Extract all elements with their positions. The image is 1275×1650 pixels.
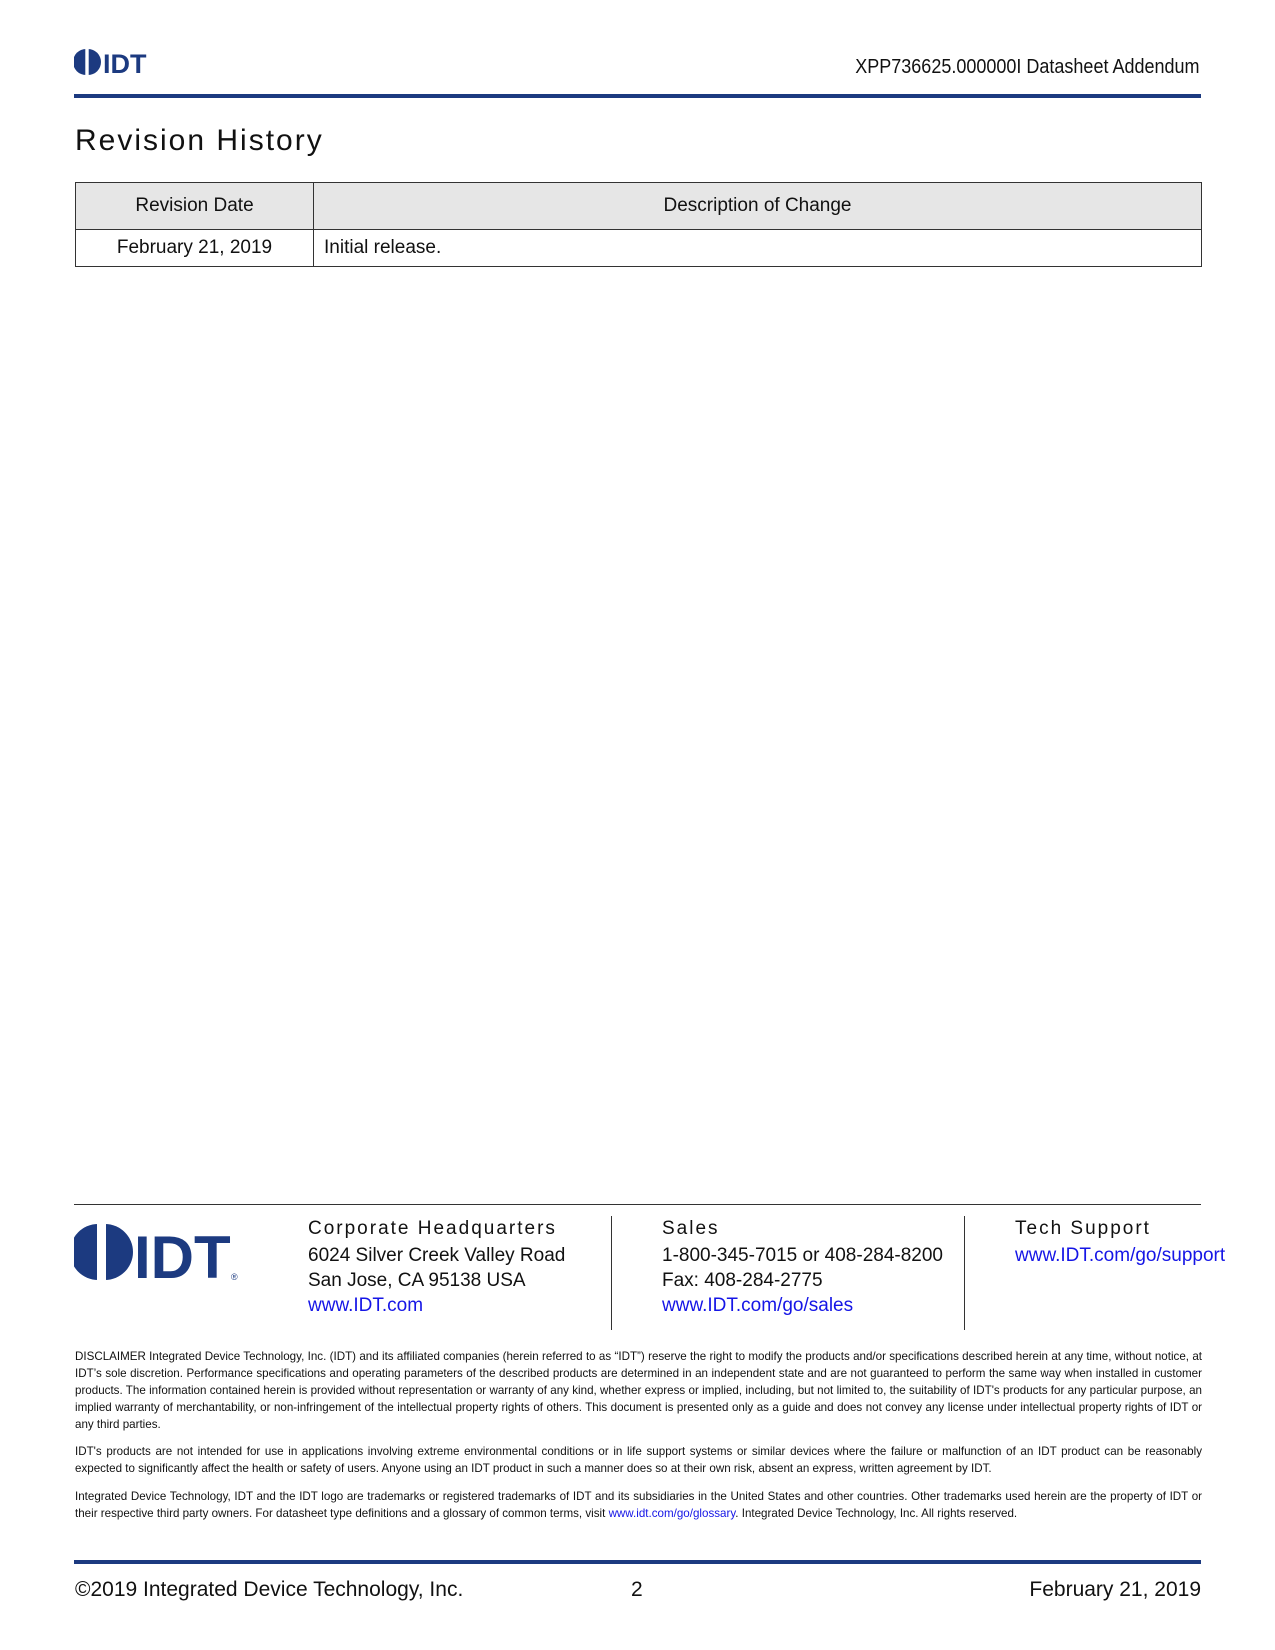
page-number: 2 [631, 1578, 643, 1601]
hq-website-link[interactable]: www.IDT.com [308, 1295, 424, 1316]
column-header-revision-date: Revision Date [76, 183, 314, 230]
hq-address-line2: San Jose, CA 95138 USA [308, 1270, 526, 1291]
tech-support-contact [1015, 1216, 1226, 1268]
hq-address-line1: 6024 Silver Creek Valley Road [308, 1245, 566, 1266]
sales-fax: Fax: 408-284-2775 [662, 1270, 823, 1291]
column-header-description: Description of Change [314, 183, 1202, 230]
idt-logo-large[interactable] [74, 1222, 240, 1282]
corporate-headquarters [308, 1216, 598, 1318]
contact-divider [964, 1216, 965, 1330]
hq-heading: Corporate Headquarters [308, 1218, 557, 1239]
trademark-text: Integrated Device Technology, IDT and the IDT logo are trademarks or registered trademarks of IDT and its subsidiaries in the United States and other countries. Other trademarks used herein are the property of IDT or their respective third party owners. For datasheet type definitions and a glossary of common terms, visit [75, 1490, 1202, 1520]
footer-date: February 21, 2019 [1029, 1578, 1201, 1601]
footer-divider [74, 1560, 1201, 1564]
revision-history-table [75, 182, 1202, 267]
copyright-text: ©2019 Integrated Device Technology, Inc. [75, 1578, 464, 1601]
contact-divider [611, 1216, 612, 1330]
trademark-text-end: . Integrated Device Technology, Inc. All rights reserved. [735, 1507, 1018, 1520]
revision-date-cell: February 21, 2019 [76, 230, 314, 267]
description-cell: Initial release. [314, 230, 1202, 267]
trademark-notice [75, 1488, 1202, 1522]
header-divider [74, 94, 1201, 98]
table-row [76, 230, 1202, 267]
sales-phone: 1-800-345-7015 or 408-284-8200 [662, 1245, 943, 1266]
idt-logo[interactable] [74, 47, 158, 77]
sales-link[interactable]: www.IDT.com/go/sales [662, 1295, 854, 1316]
table-header-row [76, 183, 1202, 230]
support-link[interactable]: www.IDT.com/go/support [1015, 1245, 1226, 1266]
glossary-link[interactable]: www.idt.com/go/glossary [608, 1507, 736, 1520]
svg-text:IDT: IDT [103, 49, 147, 77]
svg-text:®: ® [231, 1272, 238, 1282]
svg-text:IDT: IDT [134, 1224, 231, 1282]
life-support-notice: IDT's products are not intended for use in applications involving extreme environmental conditions or in life support systems or similar devices where the failure or malfunction of an IDT product can be reasonably expected to significantly affect the health or safety of users. Anyone using an IDT product in such a manner does so at their own risk, absent an express, written agreement by IDT. [75, 1445, 1202, 1475]
sales-heading: Sales [662, 1218, 720, 1239]
support-heading: Tech Support [1015, 1218, 1151, 1239]
document-title: XPP736625.000000I Datasheet Addendum [855, 56, 1200, 78]
disclaimer-paragraph: DISCLAIMER Integrated Device Technology, Inc. (IDT) and its affiliated companies (herein referred to as “IDT”) reserve the right to modify the products and/or specifications described herein at any time, without notice, at IDT’s sole discretion. Performance specifications and operating parameters of the described products are determined in an independent state and are not guaranteed to perform the same way when installed in customer products. The information contained herein is provided without representation or warranty of any kind, whether express or implied, including, but not limited to, the suitability of IDT's products for any particular purpose, an implied warranty of merchantability, or non-infringement of the intellectual property rights of others. This document is presented only as a guide and does not convey any license under intellectual property rights of IDT or any third parties. [75, 1350, 1202, 1431]
section-title: Revision History [75, 124, 324, 157]
sales-contact [662, 1216, 952, 1318]
footer-top-divider [74, 1204, 1201, 1205]
